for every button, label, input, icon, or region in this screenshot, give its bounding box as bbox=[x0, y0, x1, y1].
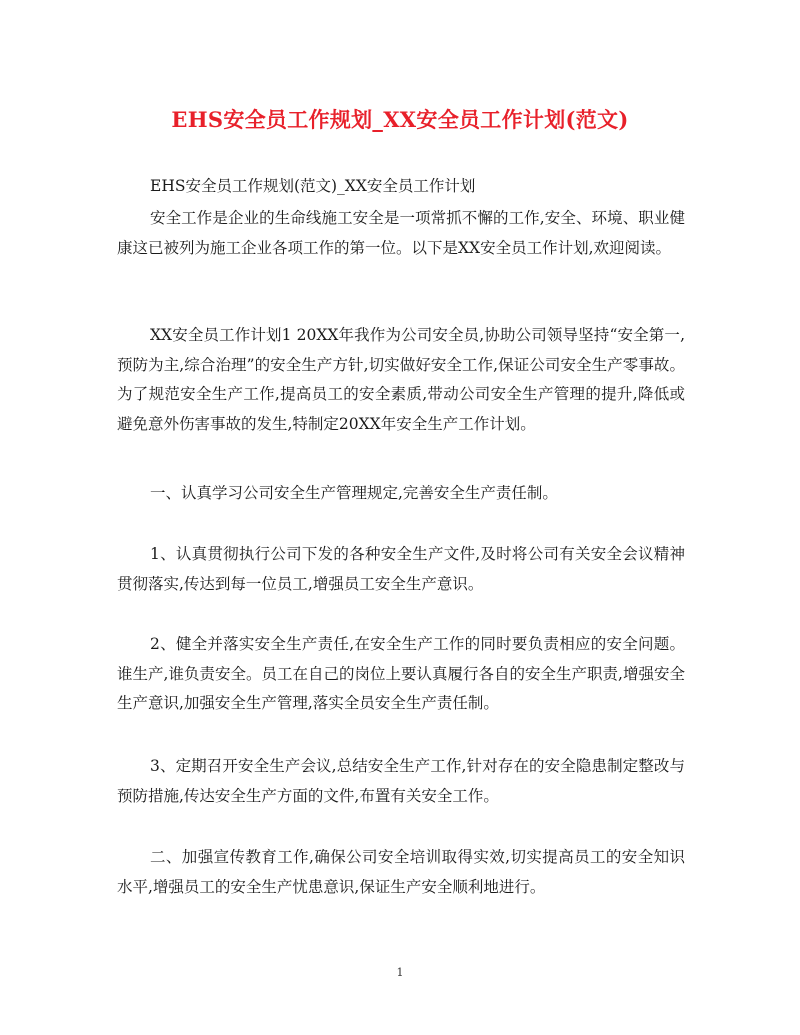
section-heading-1: 一、认真学习公司安全生产管理规定,完善安全生产责任制。 bbox=[150, 484, 558, 502]
list-item-2: 2、健全并落实安全生产责任,在安全生产工作的同时要负责相应的安全问题。谁生产,谁负责安全。员工在自己的岗位上要认真履行各自的安全生产职责,增强安全生产意识,加强安全生产管理,落实全员安全生产责任制。 bbox=[117, 635, 685, 712]
list-item-1: 1、认真贯彻执行公司下发的各种安全生产文件,及时将公司有关安全会议精神贯彻落实,传达到每一位员工,增强员工安全生产意识。 bbox=[117, 545, 685, 593]
section-heading-2: 二、加强宣传教育工作,确保公司安全培训取得实效,切实提高员工的安全知识水平,增强员工的安全生产忧患意识,保证生产安全顺利地进行。 bbox=[117, 848, 685, 896]
intro-paragraph: 安全工作是企业的生命线施工安全是一项常抓不懈的工作,安全、环境、职业健康这已被列为施工企业各项工作的第一位。以下是XX安全员工作计划,欢迎阅读。 bbox=[117, 209, 685, 257]
subtitle-paragraph: EHS安全员工作规划(范文)_XX安全员工作计划 bbox=[150, 177, 476, 195]
plan-paragraph: XX安全员工作计划1 20XX年我作为公司安全员,协助公司领导坚持“安全第一,预防为主,综合治理”的安全生产方针,切实做好安全工作,保证公司安全生产零事故。为了规范安全生产工作,提高员工的安全素质,带动公司安全生产管理的提升,降低或避免意外伤害事故的发生,特制定20XX年安全生产工作计划。 bbox=[117, 326, 685, 433]
list-item-3: 3、定期召开安全生产会议,总结安全生产工作,针对存在的安全隐患制定整改与预防措施,传达安全生产方面的文件,布置有关安全工作。 bbox=[117, 757, 685, 805]
document-title: EHS安全员工作规划_XX安全员工作计划(范文) bbox=[171, 107, 629, 132]
page-number: 1 bbox=[396, 966, 404, 979]
